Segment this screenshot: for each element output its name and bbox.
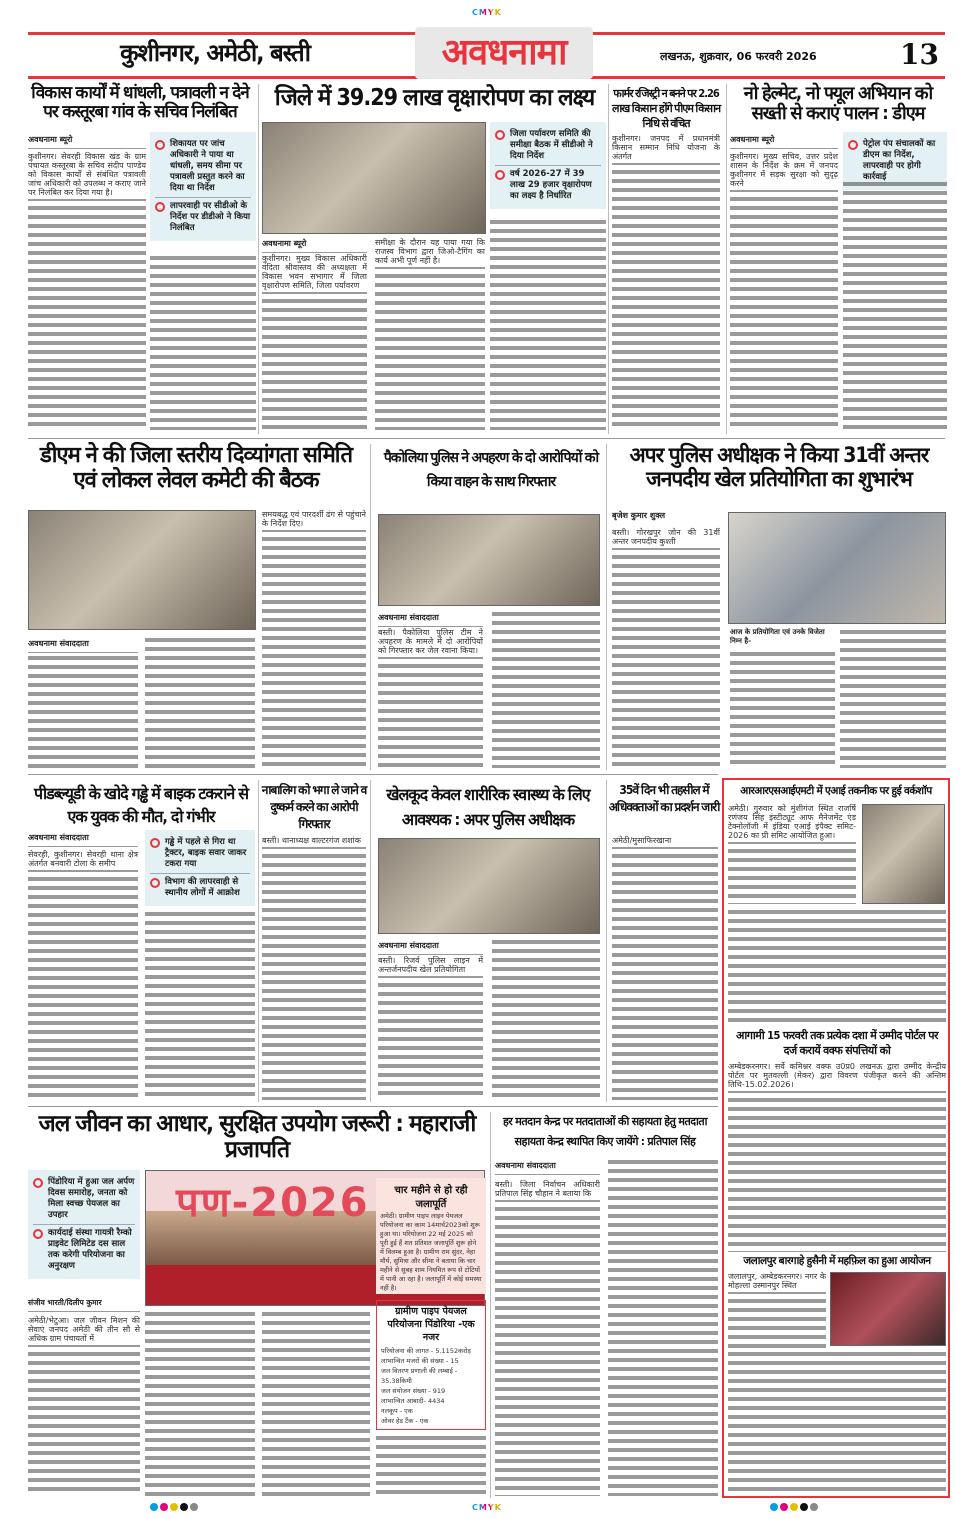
article-body bbox=[843, 182, 947, 430]
byline: बृजेश कुमार शुक्ल bbox=[612, 511, 666, 520]
article-body bbox=[612, 528, 720, 768]
article-body bbox=[28, 850, 138, 1100]
article-body bbox=[262, 836, 366, 1100]
article-body bbox=[378, 956, 483, 1100]
article-lead: अमेठी/भेटुआ। जल जीवन मिशन की सेवाएं जनपद अमेठी की तीन सौ से अधिक ग्राम पंचायतों में bbox=[28, 1316, 140, 1343]
headline-story-8: पीडब्ल्यूडी के खोदे गड्ढे में बाइक टकराने से एक युवक की मौत, दो गंभीर bbox=[33, 784, 249, 826]
bullet-ring-icon bbox=[155, 140, 165, 150]
article-body bbox=[730, 152, 838, 430]
byline: अवधनामा संवाददाता bbox=[378, 940, 483, 955]
column-rule bbox=[370, 780, 371, 1102]
article-lead: जलालपुर, अम्बेडकरनगर। नगर के मोहल्ला उस्मानपुर स्थित bbox=[728, 1272, 826, 1290]
headline-story-14: जलालपुर बारगाहे हुसैनी में महफ़िल का हुआ आयोजन bbox=[743, 1255, 931, 1267]
fact-item: जल संयोजन संख्या - 919 bbox=[381, 1387, 446, 1395]
byline: अवधनामा संवाददाता bbox=[495, 1160, 600, 1175]
article-lead: बस्ती। गोरखपुर जोन की 31वीं अन्तर जनपदीय कुश्ती bbox=[612, 528, 720, 546]
info-box-project-facts bbox=[376, 1300, 486, 1430]
headline-story-6: पैकोलिया पुलिस ने अपहरण के दो आरोपियों को किया वाहन के साथ गिरफ्तार bbox=[383, 450, 599, 490]
article-body bbox=[490, 220, 606, 430]
bullet-ring-icon bbox=[150, 878, 160, 888]
byline: अवधनामा संवाददाता bbox=[28, 638, 138, 653]
article-lead: समयबद्ध एवं पारदर्शी ढंग से पहुंचाने के निर्देश दिए। bbox=[262, 510, 366, 528]
column-rule bbox=[258, 780, 259, 1102]
info-box-text: अमेठी। ग्रामीण पाइप लाइन पेयजल परियोजना का काम 14मार्च2023को शुरू हुआ था। परियोजना 22 मई 2025 को पूरी हुई हैं शत प्रतिशत जलापूर्ति शुरू होने में विलम्ब हुआ है। ग्रामीण राम सुंदर, नेहा मौर्य, सुमित्रा और सीमा ने बताया कि चार महीने से सुबह शाम नियमित रूप से टोटियों में पानी आ रहा है। जलापूर्ति में कोई समस्या नहीं है। bbox=[380, 1212, 482, 1292]
article-lead: कुशीनगर। सेवरही विकास खंड के ग्राम पंचायत कस्तूरबा के सचिव संदीप पाण्डेय को विकास कार्यों से संबंधित पत्रावली जांच अधिकारी को उपलब्ध न कराए जाने पर निलंबित कर दिया गया है। bbox=[28, 152, 146, 197]
article-lead: बस्ती। पैकोलिया पुलिस टीम ने अपहरण के मामले में दो आरोपियों को गिरफ्तार कर जेल रवाना किया। bbox=[378, 628, 483, 655]
article-lead: सेवरही, कुशीनगर। सेवरही थाना क्षेत्र अंतर्गत बनवारी टोला के समीप bbox=[28, 850, 138, 868]
pullout-item: गड्ढे में पहले से गिरा था ट्रैक्टर, बाइक सवार जाकर टकरा गया bbox=[165, 837, 247, 869]
photo-mehfil bbox=[830, 1272, 946, 1346]
photo-caption: आज के प्रतियोगिता एवं उनके विजेता निम्न है- bbox=[730, 628, 825, 645]
article-body bbox=[150, 256, 256, 430]
article-body bbox=[492, 612, 600, 768]
article-lead: बस्ती। जिला निर्वाचन अधिकारी प्रतिपाल सिंह चौहान ने बताया कि bbox=[495, 1180, 600, 1198]
photo-dm-meeting bbox=[28, 510, 256, 630]
pullout-box bbox=[28, 1170, 140, 1279]
article-lead: बस्ती। रिजर्व पुलिस लाइन में अन्तर्जनपदीय खेल प्रतियोगिता bbox=[378, 956, 483, 974]
headline-story-4: नो हेल्मेट, नो फ्यूल अभियान को सख्ती से कराएं पालन : डीएम bbox=[743, 83, 933, 125]
article-body bbox=[728, 910, 946, 1022]
section-title: कुशीनगर, अमेठी, बस्ती bbox=[120, 39, 310, 67]
article-body bbox=[378, 628, 483, 768]
headline-story-15: जल जीवन का आधार, सुरक्षित उपयोग जरूरी : महाराजी प्रजापति bbox=[38, 1111, 476, 1163]
pullout-box bbox=[490, 122, 606, 209]
article-text: समीक्षा के दौरान यह पाया गया कि राजस्व विभाग द्वारा जिओ-टैगिंग का कार्य अभी पूर्ण नहीं है। bbox=[375, 238, 485, 265]
fact-item: परियोजना की लागत - 5.1152करोड़ bbox=[381, 1347, 471, 1355]
article-body bbox=[492, 940, 600, 1100]
bullet-ring-icon bbox=[155, 202, 165, 212]
column-rule bbox=[606, 444, 607, 770]
fact-item: जल वितरण प्रणाली की लम्बाई - 35.38किमी bbox=[381, 1367, 458, 1385]
cmyk-mark: CMYK bbox=[472, 8, 510, 17]
headline-story-5: डीएम ने की जिला स्तरीय दिव्यांगता समिति एवं लोकल लेवल कमेटी की बैठक bbox=[39, 443, 353, 493]
pullout-item: जिला पर्यावरण समिति की समीक्षा बैठक में सीडीओ ने दिया निर्देश bbox=[510, 129, 593, 161]
article-body bbox=[28, 152, 146, 430]
byline: अवधनामा ब्यूरो bbox=[262, 238, 367, 253]
banner-text: पण-2026 bbox=[176, 1180, 370, 1226]
column-rule bbox=[258, 84, 259, 434]
article-body bbox=[728, 1272, 826, 1348]
article-body bbox=[376, 1436, 486, 1496]
article-body bbox=[262, 254, 367, 430]
row-rule bbox=[28, 438, 945, 439]
article-body bbox=[495, 1180, 600, 1496]
fact-item: ओवर हेड टैंक - एक bbox=[381, 1417, 429, 1425]
column-rule bbox=[608, 84, 609, 434]
article-body bbox=[730, 652, 835, 768]
article-lead: कुशीनगर। जनपद में प्रधानमंत्री किसान सम्मान निधि योजना के अंतर्गत bbox=[612, 134, 720, 161]
bullet-ring-icon bbox=[495, 130, 505, 140]
article-lead: कुशीनगर। मुख्य सचिव, उत्तर प्रदेश शासन के निर्देश के क्रम में जनपद कुशीनगर में सड़क सुरक्षा को सुदृढ़ करने bbox=[730, 152, 838, 188]
article-body bbox=[608, 1160, 718, 1496]
article-body bbox=[728, 1352, 946, 1492]
color-registration-bar bbox=[770, 1503, 818, 1511]
column-rule bbox=[370, 444, 371, 770]
column-rule bbox=[726, 84, 727, 434]
article-body bbox=[145, 638, 255, 768]
pullout-item: कार्यदाई संस्था गायत्री रैम्को प्राइवेट लिमिटेड दस साल तक करेगी परियोजना का अनुरक्षण bbox=[48, 1228, 132, 1271]
headline-story-10: खेलकूद केवल शारीरिक स्वास्थ्य के लिए आवश्यक : अपर पुलिस अधीक्षक bbox=[386, 785, 590, 829]
article-body bbox=[728, 1062, 946, 1252]
fact-item: नलकूप - एक bbox=[381, 1407, 413, 1415]
byline: अवधनामा संवाददाता bbox=[28, 832, 138, 847]
column-rule bbox=[490, 1112, 491, 1498]
article-body bbox=[262, 510, 366, 768]
photo-sports bbox=[378, 838, 600, 934]
pullout-item: पेट्रोल पंप संचालकों का डीएम का निर्देश, लापरवाही पर होगी कार्रवाई bbox=[863, 139, 936, 182]
headline-story-2: जिले में 39.29 लाख वृक्षारोपण का लक्ष्य bbox=[274, 85, 595, 111]
article-body bbox=[612, 836, 718, 1100]
byline: अवधनामा ब्यूरो bbox=[730, 134, 838, 149]
pullout-item: पिंडोरिया में हुआ जल अर्पण दिवस समारोह, जनता को मिला स्वच्छ पेयजल का उपहार bbox=[48, 1177, 135, 1220]
bullet-ring-icon bbox=[848, 140, 858, 150]
info-box-title: ग्रामीण पाइप पेयजल परियोजना पिंडोरिया -एक नजर bbox=[387, 1306, 475, 1343]
article-body bbox=[612, 134, 720, 430]
article-body bbox=[145, 1312, 255, 1496]
headline-story-7: अपर पुलिस अधीक्षक ने किया 31वीं अन्तर जनपदीय खेल प्रतियोगिता का शुभारंभ bbox=[629, 443, 929, 491]
column-rule bbox=[606, 780, 607, 1102]
cmyk-mark-footer: CMYK bbox=[472, 1503, 510, 1512]
bullet-ring-icon bbox=[495, 170, 505, 180]
dateline: लखनऊ, शुक्रवार, 06 फरवरी 2026 bbox=[660, 50, 817, 63]
article-lead: कुशीनगर। मुख्य विकास अधिकारी वंदिता श्रीवास्तव की अध्यक्षता में विकास भवन सभागार में जिला वृक्षारोपण समिति, जिला पर्यावरण bbox=[262, 254, 367, 290]
pullout-item: शिकायत पर जांच अधिकारी ने पाया था धांधली, समय सीमा पर पत्रावली प्रस्तुत करने का दिया था निर्देश bbox=[170, 139, 245, 193]
masthead-text: अवधनामा bbox=[441, 32, 567, 73]
article-body bbox=[375, 238, 485, 430]
pullout-item: विभाग की लापरवाही से स्थानीय लोगों में आक्रोश bbox=[165, 877, 240, 898]
masthead-logo bbox=[415, 27, 593, 79]
bullet-ring-icon bbox=[150, 838, 160, 848]
row-rule bbox=[28, 1106, 718, 1107]
pullout-box bbox=[145, 830, 255, 906]
headline-story-12: आरआरएसआईएमटी में एआई तकनीक पर हुई वर्कशॉप bbox=[740, 785, 932, 797]
article-lead: अमेठी। गुरुवार को मुंशीगंज स्थित राजर्षि रणंजय सिंह इंस्टीट्यूट आफ मैनेजमेंट एंड टेक्नोलॉजी में इंडिया एआई इंपैक्ट समिट- 2026 का प्री समिट आयोजित हुआ। bbox=[728, 804, 856, 840]
photo-meeting bbox=[262, 122, 486, 234]
fact-item: लाभान्वित मजरों की संख्या - 15 bbox=[381, 1357, 459, 1365]
article-body bbox=[840, 630, 946, 768]
color-registration-bar bbox=[150, 1503, 198, 1511]
article-body bbox=[28, 1316, 140, 1496]
byline: अवधनामा संवाददाता bbox=[378, 612, 483, 627]
pullout-item: लापरवाही पर सीडीओ के निर्देश पर डीडीओ ने किया निलंबित bbox=[170, 201, 251, 233]
article-lead: अम्बेडकरनगर। सर्वे कमिश्नर वक्फ उ0प्र0 लखनऊ द्वारा उम्मीद केन्द्रीय पोर्टल पर मुतवल्ली (मेकर) द्वारा विवरण पंजीकृत करने की अन्तिम तिथि-15.02.2026। bbox=[728, 1062, 946, 1089]
info-box-water-supply bbox=[376, 1178, 486, 1294]
headline-story-3: फार्मर रजिस्ट्री न बनने पर 2.26 लाख किसान होंगे पीएम किसान निधि से वंचित bbox=[611, 87, 721, 130]
byline: अवधनामा ब्यूरो bbox=[28, 134, 146, 149]
article-body bbox=[145, 912, 255, 1100]
photo-wrestling bbox=[728, 512, 946, 624]
article-body bbox=[262, 1312, 370, 1496]
bullet-ring-icon bbox=[33, 1178, 43, 1188]
pullout-item: वर्ष 2026-27 में 39 लाख 29 हजार वृक्षारोपण का लक्ष्य है निर्धारित bbox=[510, 169, 592, 201]
bullet-ring-icon bbox=[33, 1229, 43, 1239]
row-rule bbox=[28, 774, 718, 775]
photo-speaker bbox=[862, 804, 945, 904]
byline: संजीव भारती/दिलीप कुमार bbox=[28, 1298, 140, 1312]
pullout-box bbox=[150, 132, 256, 241]
article-body bbox=[28, 656, 138, 768]
article-lead: बस्ती। थानाध्यक्ष वाल्टरगंज शशांक bbox=[262, 836, 366, 847]
article-body bbox=[728, 804, 856, 904]
article-lead: अमेठी/मुसाफिरखाना bbox=[612, 836, 718, 847]
headline-story-1: विकास कार्यों में धांधली, पत्रावली न देने पर कस्तूरबा गांव के सचिव निलंबित bbox=[31, 83, 249, 123]
info-box-title: चार महीने से हो रही जलापूर्ति bbox=[394, 1185, 468, 1210]
photo-arrest bbox=[378, 514, 600, 606]
headline-story-16: हर मतदान केन्द्र पर मतदाताओं की सहायता हेतु मतदाता सहायता केन्द्र स्थापित किए जायेंगे : प्रतिपाल सिंह bbox=[502, 1115, 708, 1148]
headline-story-11: 35वें दिन भी तहसील में अधिवक्ताओं का प्रदर्शन जारी bbox=[608, 783, 720, 814]
page-number: 13 bbox=[900, 38, 939, 71]
headline-story-9: नाबालिग को भगा ले जाने व दुष्कर्म करने का आरोपी गिरफ्तार bbox=[261, 783, 367, 831]
fact-item: लाभान्वित आबादी- 4434 bbox=[381, 1397, 445, 1405]
headline-story-13: आगामी 15 फरवरी तक प्रत्येक दशा में उम्मीद पोर्टल पर दर्ज करायें वक्फ संपत्तियों को bbox=[735, 1029, 939, 1057]
